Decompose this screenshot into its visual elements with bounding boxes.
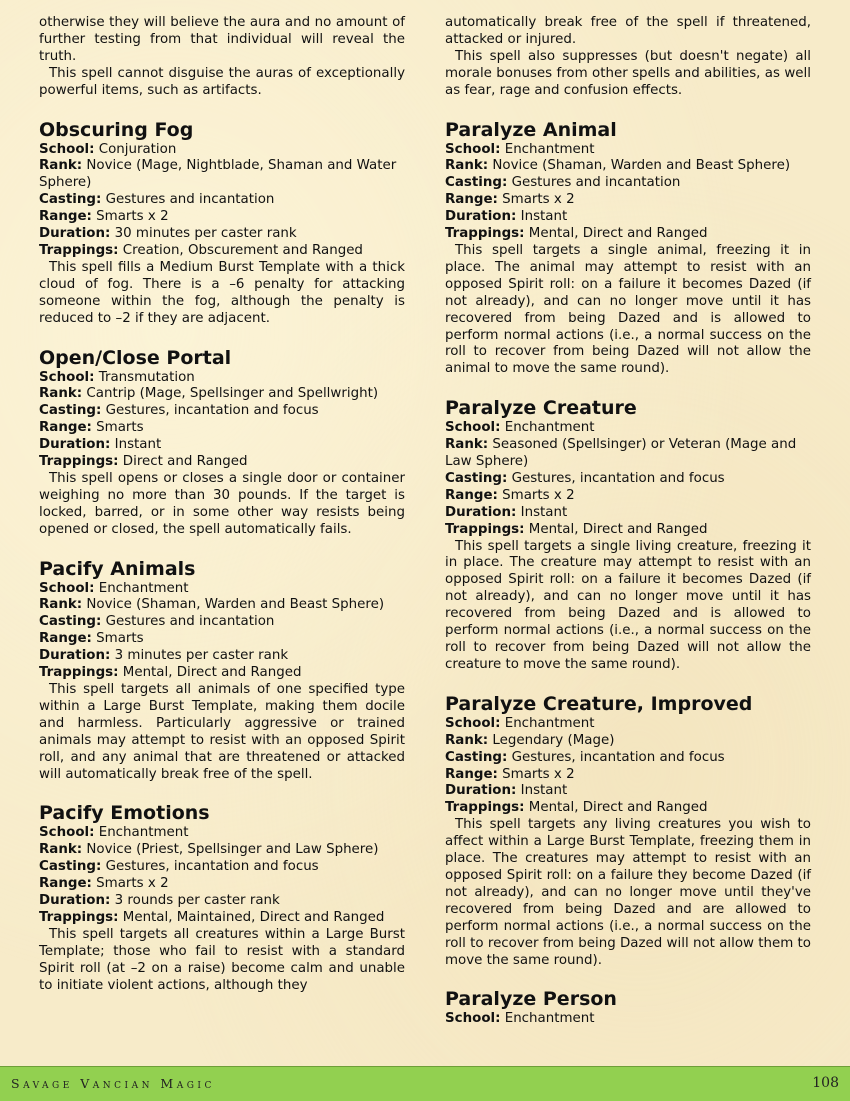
spell-stat-line xyxy=(39,209,405,226)
stat-value: Smarts x 2 xyxy=(502,766,575,782)
stat-value: Novice (Shaman, Warden and Beast Sphere) xyxy=(86,597,385,613)
stat-value: Smarts x 2 xyxy=(96,876,169,892)
body-paragraph: otherwise they will believe the aura and no amount of further testing from that individual will reveal the truth. xyxy=(39,15,405,64)
stat-value: Mental, Direct and Ranged xyxy=(528,521,708,537)
stat-value: Novice (Priest, Spellsinger and Law Sphere) xyxy=(86,842,379,858)
stat-label: School: xyxy=(39,369,95,385)
stat-label: Trappings: xyxy=(445,800,525,816)
stat-label: Duration: xyxy=(39,226,111,242)
stat-label: Range: xyxy=(445,766,498,782)
stat-value: Gestures and incantation xyxy=(511,175,681,191)
spell-stat-line xyxy=(39,370,405,387)
stat-value: Legendary (Mage) xyxy=(492,732,615,748)
stat-label: Rank: xyxy=(445,158,489,174)
stat-label: Casting: xyxy=(39,403,102,419)
stat-label: Trappings: xyxy=(445,521,525,537)
spell-description: This spell targets a single animal, freezing it in place. The animal may attempt to resist with an opposed Spirit roll: on a failure it becomes Dazed (if not already), and can no longer move until it has recovered from being Dazed and is allowed to perform normal actions (i.e., a normal success on the roll to recover from being Dazed will not allow the animal to move the same round). xyxy=(445,242,811,377)
stat-label: Range: xyxy=(445,192,498,208)
spell-stat-line xyxy=(39,825,405,842)
stat-value: Gestures, incantation and focus xyxy=(105,859,319,875)
spell-stat-line xyxy=(39,842,405,859)
spell-stat-line xyxy=(39,631,405,648)
spell-stat-line xyxy=(39,192,405,209)
stat-value: Gestures, incantation and focus xyxy=(511,749,725,765)
stat-value: Enchantment xyxy=(504,141,595,157)
spell-stat-line xyxy=(39,386,405,403)
stat-label: Rank: xyxy=(39,842,83,858)
stat-value: Mental, Maintained, Direct and Ranged xyxy=(122,909,385,925)
stat-label: Duration: xyxy=(39,437,111,453)
stat-value: Direct and Ranged xyxy=(122,454,248,470)
spell-heading: Paralyze Animal xyxy=(445,118,617,141)
stat-value: Smarts x 2 xyxy=(502,487,575,503)
spell-heading: Paralyze Creature xyxy=(445,397,637,420)
spell-stat-line xyxy=(445,522,811,539)
stat-label: School: xyxy=(445,1011,501,1027)
stat-value: Enchantment xyxy=(504,1011,595,1027)
spell-description: This spell targets a single living creature, freezing it in place. The creature may attempt to resist with an opposed Spirit roll: on a failure it becomes Dazed (if not already), and can no longer move until it has recovered from being Dazed and is allowed to perform normal actions (i.e., a normal success on the roll to recover from being Dazed will not allow the creature to move the same round). xyxy=(445,538,811,672)
spell-stat-line xyxy=(39,454,405,471)
spell-stat-line xyxy=(445,420,811,437)
stat-label: School: xyxy=(445,715,501,731)
spell-stat-line xyxy=(445,175,811,192)
stat-label: Duration: xyxy=(445,504,517,520)
spell-stat-line xyxy=(39,614,405,631)
stat-value: Smarts x 2 xyxy=(502,192,575,208)
stat-value: Instant xyxy=(520,209,568,225)
stat-label: Trappings: xyxy=(39,242,119,258)
stat-value: Mental, Direct and Ranged xyxy=(528,800,708,816)
stat-value: Novice (Mage, Nightblade, Shaman and Water Sphere) xyxy=(39,158,397,191)
stat-label: Trappings: xyxy=(445,226,525,242)
page-number: 108 xyxy=(812,1075,839,1091)
stat-value: Seasoned (Spellsinger) or Veteran (Mage and Law Sphere) xyxy=(445,437,797,470)
spell-stat-line xyxy=(445,733,811,750)
stat-label: School: xyxy=(445,420,501,436)
spell-stat-line xyxy=(39,403,405,420)
stat-label: Rank: xyxy=(39,158,83,174)
spell-stat-line xyxy=(39,581,405,598)
spell-stat-line xyxy=(445,767,811,784)
spell-heading: Pacify Animals xyxy=(39,557,196,580)
spell-description: This spell targets any living creatures you wish to affect within a Large Burst Template, freezing them in place. The creatures may attempt to resist with an opposed Spirit roll: on a failure they become Dazed (if not already), and can no longer move until they've recovered from being Dazed and are allowed to perform normal actions (i.e., a normal success on the roll to recover from being Dazed will not allow them to move the same round). xyxy=(445,817,811,968)
stat-label: Casting: xyxy=(39,859,102,875)
stat-label: Duration: xyxy=(445,783,517,799)
spell-heading: Open/Close Portal xyxy=(39,346,232,369)
spell-stat-line xyxy=(445,209,811,226)
spell-stat-line xyxy=(445,783,811,800)
spell-stat-line xyxy=(445,226,811,243)
stat-value: Enchantment xyxy=(98,580,189,596)
stat-label: Duration: xyxy=(39,648,111,664)
spell-stat-line xyxy=(39,876,405,893)
stat-value: Smarts xyxy=(96,420,144,436)
spell-stat-line xyxy=(445,716,811,733)
spell-stat-line xyxy=(39,420,405,437)
spell-stat-line xyxy=(445,505,811,522)
spell-stat-line xyxy=(39,437,405,454)
stat-value: Gestures and incantation xyxy=(105,614,275,630)
stat-label: Casting: xyxy=(39,614,102,630)
stat-value: Gestures, incantation and focus xyxy=(105,403,319,419)
stat-label: Trappings: xyxy=(39,665,119,681)
stat-value: 30 minutes per caster rank xyxy=(114,226,297,242)
spell-stat-line xyxy=(445,750,811,767)
spell-stat-line xyxy=(39,665,405,682)
stat-value: Instant xyxy=(520,504,568,520)
book-title: Savage Vancian Magic xyxy=(11,1076,215,1091)
spell-heading: Pacify Emotions xyxy=(39,802,210,825)
stat-label: Range: xyxy=(445,487,498,503)
stat-value: Mental, Direct and Ranged xyxy=(528,226,708,242)
stat-value: Instant xyxy=(114,437,162,453)
spell-stat-line xyxy=(445,1011,811,1028)
body-paragraph: This spell also suppresses (but doesn't negate) all morale bonuses from other spells and abilities, as well as fear, rage and confusion effects. xyxy=(445,48,811,98)
spell-description: This spell fills a Medium Burst Template with a thick cloud of fog. There is a –6 penalty for attacking someone within the fog, although the penalty is reduced to –2 if they are adjacent. xyxy=(39,259,405,326)
left-column xyxy=(39,15,405,995)
spell-stat-line xyxy=(39,226,405,243)
stat-label: Rank: xyxy=(39,597,83,613)
stat-label: School: xyxy=(39,580,95,596)
spell-heading: Paralyze Creature, Improved xyxy=(445,692,753,715)
stat-value: Smarts xyxy=(96,631,144,647)
stat-value: Gestures, incantation and focus xyxy=(511,470,725,486)
spell-stat-line xyxy=(445,158,811,175)
stat-label: Range: xyxy=(39,631,92,647)
spell-stat-line xyxy=(445,437,811,471)
stat-value: 3 rounds per caster rank xyxy=(114,893,280,909)
stat-label: Rank: xyxy=(445,437,489,453)
spell-stat-line xyxy=(445,192,811,209)
page-footer xyxy=(0,1066,850,1101)
spell-stat-line xyxy=(39,243,405,260)
spell-stat-line xyxy=(39,597,405,614)
stat-value: Mental, Direct and Ranged xyxy=(122,665,302,681)
spell-stat-line xyxy=(39,859,405,876)
spell-stat-line xyxy=(445,471,811,488)
spell-stat-line xyxy=(39,158,405,192)
stat-label: Casting: xyxy=(39,192,102,208)
stat-label: Casting: xyxy=(445,749,508,765)
spell-heading: Paralyze Person xyxy=(445,988,617,1011)
stat-label: Range: xyxy=(39,209,92,225)
spell-description: This spell opens or closes a single door or container weighing no more than 30 pounds. If the target is locked, barred, or in some other way resists being opened or closed, the spell automatically fails. xyxy=(39,470,405,537)
stat-label: Duration: xyxy=(39,893,111,909)
stat-value: Novice (Shaman, Warden and Beast Sphere) xyxy=(492,158,791,174)
body-paragraph: automatically break free of the spell if threatened, attacked or injured. xyxy=(445,15,811,47)
spell-stat-line xyxy=(39,142,405,159)
stat-value: Enchantment xyxy=(504,420,595,436)
stat-label: School: xyxy=(39,825,95,841)
stat-label: Range: xyxy=(39,876,92,892)
stat-label: School: xyxy=(445,141,501,157)
stat-value: Conjuration xyxy=(98,141,177,157)
spell-description: This spell targets all animals of one specified type within a Large Burst Template, making them docile and harmless. Particularly aggressive or trained animals may attempt to resist with an opposed Spirit roll, and any animal that are threatened or attacked will automatically break free of the spell. xyxy=(39,682,405,782)
stat-label: Trappings: xyxy=(39,909,119,925)
stat-label: School: xyxy=(39,141,95,157)
stat-value: Cantrip (Mage, Spellsinger and Spellwright) xyxy=(86,386,379,402)
stat-label: Range: xyxy=(39,420,92,436)
spell-stat-line xyxy=(39,648,405,665)
stat-value: Enchantment xyxy=(504,715,595,731)
stat-value: Transmutation xyxy=(98,369,195,385)
body-paragraph: This spell cannot disguise the auras of exceptionally powerful items, such as artifacts. xyxy=(39,65,405,98)
stat-label: Casting: xyxy=(445,175,508,191)
stat-value: Creation, Obscurement and Ranged xyxy=(122,242,363,258)
stat-label: Rank: xyxy=(39,386,83,402)
stat-label: Rank: xyxy=(445,732,489,748)
spell-heading: Obscuring Fog xyxy=(39,118,194,141)
stat-label: Casting: xyxy=(445,470,508,486)
stat-value: Instant xyxy=(520,783,568,799)
stat-value: Gestures and incantation xyxy=(105,192,275,208)
spell-stat-line xyxy=(39,893,405,910)
spell-stat-line xyxy=(445,142,811,159)
stat-value: Smarts x 2 xyxy=(96,209,169,225)
stat-value: 3 minutes per caster rank xyxy=(114,648,289,664)
spell-stat-line xyxy=(445,800,811,817)
spell-stat-line xyxy=(39,910,405,927)
stat-label: Trappings: xyxy=(39,454,119,470)
spell-description: This spell targets all creatures within a Large Burst Template; those who fail to resist with a standard Spirit roll (at –2 on a raise) become calm and unable to initiate violent actions, although they xyxy=(39,926,405,993)
stat-value: Enchantment xyxy=(98,825,189,841)
document-page xyxy=(0,15,850,1065)
spell-stat-line xyxy=(445,488,811,505)
stat-label: Duration: xyxy=(445,209,517,225)
right-column xyxy=(445,15,811,1028)
